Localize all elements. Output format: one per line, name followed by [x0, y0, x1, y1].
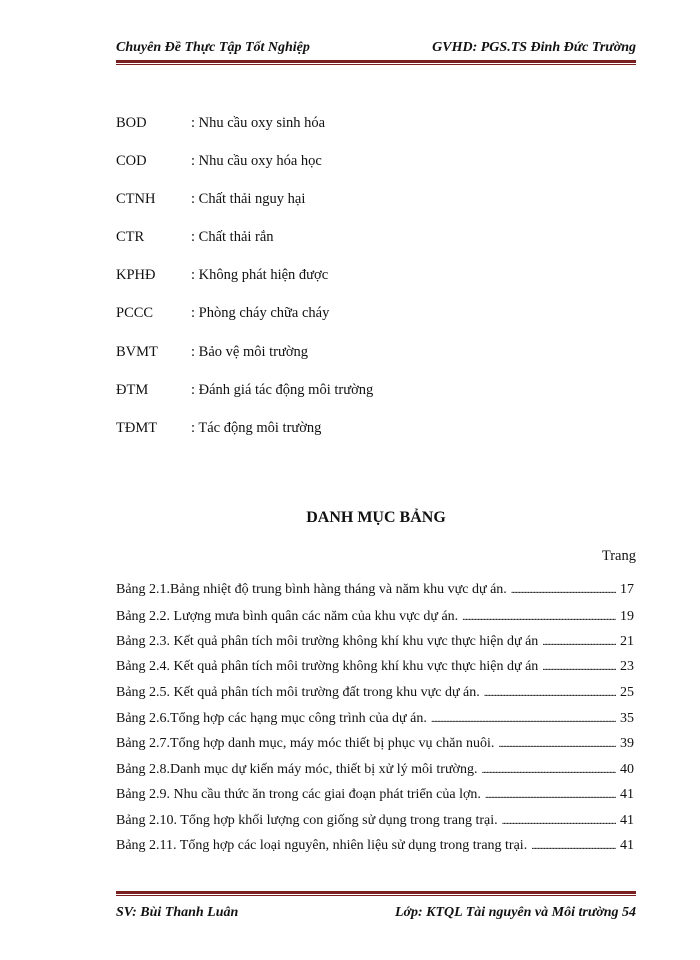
- toc-leader-dots: [511, 582, 616, 598]
- toc-entry[interactable]: [116, 762, 634, 780]
- toc-entry-page: 17: [620, 582, 634, 597]
- abbreviation-description: : Phòng cháy chữa cháy: [191, 305, 330, 321]
- toc-entry-page: 40: [620, 762, 634, 777]
- abbreviation-code: BOD: [116, 115, 147, 131]
- toc-entry[interactable]: [116, 659, 634, 677]
- header-left: Chuyên Đề Thực Tập Tốt Nghiệp: [116, 40, 310, 55]
- toc-leader-dots: [462, 609, 616, 625]
- toc-leader-dots: [531, 838, 616, 854]
- toc-leader-dots: [485, 787, 616, 803]
- toc-entry-title: Bảng 2.5. Kết quả phân tích môi trường đất trong khu vực dự án.: [116, 685, 480, 700]
- toc-leader-dots: [431, 711, 616, 727]
- toc-entry-title: Bảng 2.4. Kết quả phân tích môi trường không khí khu vực thực hiện dự án: [116, 659, 539, 674]
- footer-left: SV: Bùi Thanh Luân: [116, 905, 239, 920]
- toc-entry-page: 21: [620, 634, 634, 649]
- toc-entry-page: 41: [620, 838, 634, 853]
- toc-leader-dots: [542, 634, 616, 650]
- abbreviation-description: : Chất thải rắn: [191, 229, 274, 245]
- toc-leader-dots: [502, 813, 616, 829]
- abbreviation-description: : Nhu cầu oxy sinh hóa: [191, 115, 326, 131]
- toc-entry-page: 23: [620, 659, 634, 674]
- toc-entry-title: Bảng 2.6.Tổng hợp các hạng mục công trình của dự án.: [116, 711, 427, 726]
- header-right: GVHD: PGS.TS Đinh Đức Trường: [432, 40, 636, 55]
- toc-entry-title: Bảng 2.8.Danh mục dự kiến máy móc, thiết bị xử lý môi trường.: [116, 762, 478, 777]
- toc-entry[interactable]: [116, 582, 634, 600]
- abbreviation-description: : Chất thải nguy hại: [191, 191, 306, 207]
- toc-entry[interactable]: [116, 634, 634, 652]
- abbreviation-code: PCCC: [116, 305, 154, 321]
- toc-entry-page: 19: [620, 609, 634, 624]
- toc-entry-title: Bảng 2.10. Tổng hợp khối lượng con giống sử dụng trong trang trại.: [116, 813, 498, 828]
- abbreviation-code: COD: [116, 153, 147, 169]
- header-rule: [116, 60, 636, 65]
- abbreviation-description: : Không phát hiện được: [191, 267, 329, 283]
- abbreviation-code: CTR: [116, 229, 145, 245]
- toc-entry[interactable]: [116, 685, 634, 703]
- abbreviation-description: : Bảo vệ môi trường: [191, 344, 309, 360]
- toc-entry[interactable]: [116, 736, 634, 754]
- toc-entry-title: Bảng 2.9. Nhu cầu thức ăn trong các giai đoạn phát triển của lợn.: [116, 787, 481, 802]
- abbreviation-code: CTNH: [116, 191, 156, 207]
- toc-entry[interactable]: [116, 711, 634, 729]
- section-title: DANH MỤC BẢNG: [306, 509, 446, 526]
- toc-entry-page: 41: [620, 813, 634, 828]
- toc-entry-title: Bảng 2.3. Kết quả phân tích môi trường không khí khu vực thực hiện dự án: [116, 634, 539, 649]
- toc-leader-dots: [542, 659, 616, 675]
- footer-rule: [116, 891, 636, 896]
- abbreviation-code: BVMT: [116, 344, 158, 360]
- abbreviation-description: : Nhu cầu oxy hóa học: [191, 153, 322, 169]
- abbreviation-description: : Tác động môi trường: [191, 420, 322, 436]
- toc-leader-dots: [481, 762, 616, 778]
- footer-right: Lớp: KTQL Tài nguyên và Môi trường 54: [394, 905, 636, 920]
- toc-leader-dots: [498, 736, 616, 752]
- toc-entry-title: Bảng 2.7.Tổng hợp danh mục, máy móc thiết bị phục vụ chăn nuôi.: [116, 736, 495, 751]
- toc-leader-dots: [484, 685, 616, 701]
- page-column-label: Trang: [601, 548, 636, 564]
- toc-entry-page: 35: [620, 711, 634, 726]
- toc-entry-page: 25: [620, 685, 634, 700]
- toc-entry-page: 41: [620, 787, 634, 802]
- toc-entry[interactable]: [116, 838, 634, 856]
- toc-entry-title: Bảng 2.11. Tổng hợp các loại nguyên, nhiên liệu sử dụng trong trang trại.: [116, 838, 528, 853]
- toc-entry-title: Bảng 2.2. Lượng mưa bình quân các năm của khu vực dự án.: [116, 609, 459, 624]
- abbreviation-description: : Đánh giá tác động môi trường: [191, 382, 374, 398]
- abbreviation-code: ĐTM: [116, 382, 149, 398]
- toc-entry-title: Bảng 2.1.Bảng nhiệt độ trung bình hàng tháng và năm khu vực dự án.: [116, 582, 507, 597]
- toc-entry-page: 39: [620, 736, 634, 751]
- abbreviation-code: TĐMT: [116, 420, 158, 436]
- toc-entry[interactable]: [116, 787, 634, 805]
- toc-entry[interactable]: [116, 609, 634, 627]
- abbreviation-code: KPHĐ: [116, 267, 156, 283]
- toc-entry[interactable]: [116, 813, 634, 831]
